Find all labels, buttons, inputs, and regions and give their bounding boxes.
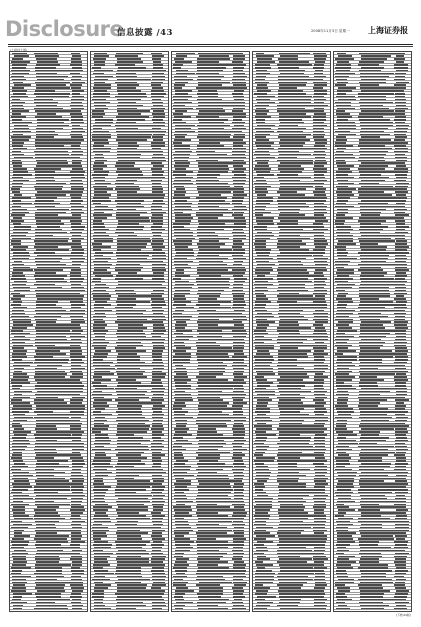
table-column [333,51,412,612]
header-rule [8,44,413,45]
table-row [10,607,87,610]
table-column [90,51,169,612]
section-title: 信息披露 /43 [117,28,173,38]
header-rule-thin [8,46,413,47]
masthead [0,0,421,44]
table-column [171,51,250,612]
table-row [91,607,168,610]
table-column [252,51,331,612]
section-brand: Disclosure [5,17,124,41]
issue-date: 2008年11月3日 星期一 [311,29,350,33]
table-row [253,607,330,610]
disclosure-table [9,51,412,612]
continuation-note: (上接封十版) [10,48,28,52]
table-row [172,607,249,610]
table-row [334,607,411,610]
newspaper-logo: 上海证券报 [368,25,408,35]
continuation-footer: (下转44版) [395,613,411,617]
table-column [9,51,88,612]
